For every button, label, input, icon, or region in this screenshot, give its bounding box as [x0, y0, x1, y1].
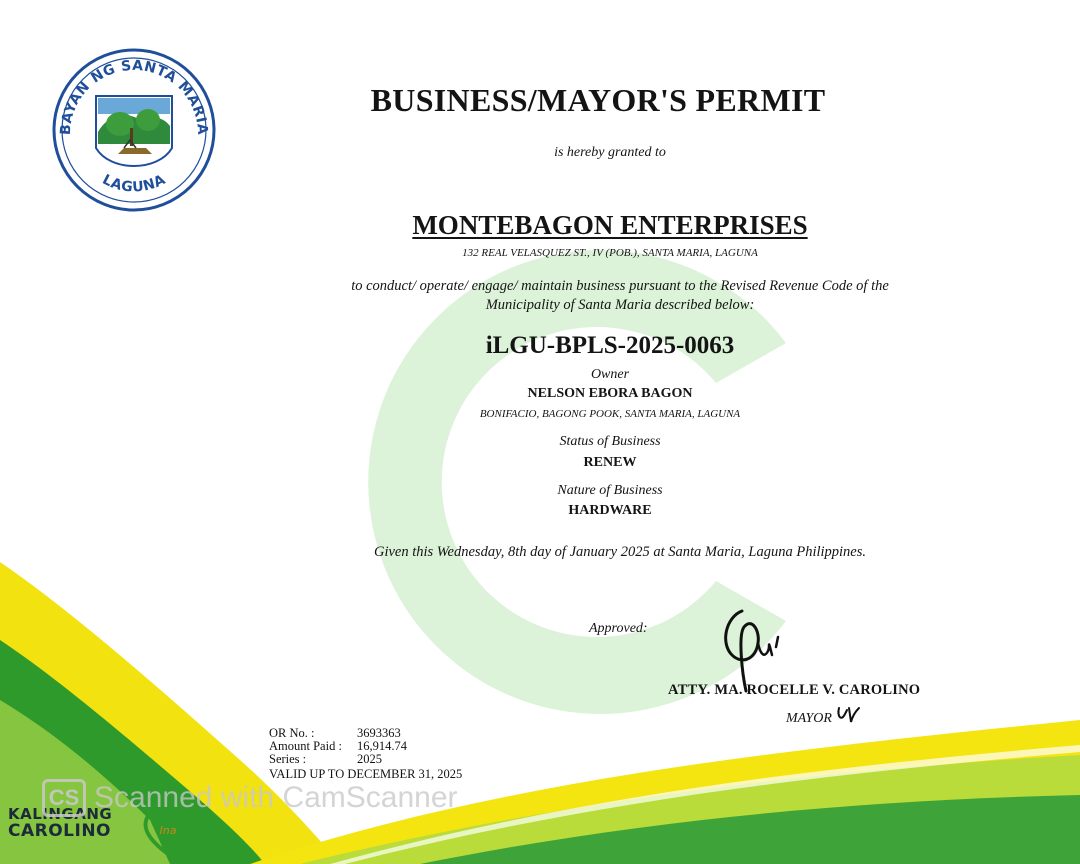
business-address: 132 REAL VELASQUEZ ST., IV (POB.), SANTA MARIA, LAGUNA	[462, 247, 758, 259]
heart-text: Ina	[159, 824, 177, 837]
purpose-text	[80, 277, 1080, 315]
owner-label: Owner	[590, 367, 630, 382]
camscanner-watermark	[42, 779, 458, 817]
approved-label: Approved:	[589, 621, 648, 636]
camscanner-text: Scanned with CamScanner	[94, 781, 458, 814]
amount-paid-value: 16,914.74	[357, 739, 407, 753]
camscanner-icon: CS	[42, 779, 86, 817]
or-no-value: 3693363	[357, 726, 401, 740]
mayor-title	[786, 704, 861, 728]
seal-bottom-text: LAGUNA	[99, 171, 169, 196]
owner-name: NELSON EBORA BAGON	[527, 386, 693, 401]
seal-top-text: BAYAN NG SANTA MARIA	[57, 57, 211, 136]
or-no-label: OR No. :	[269, 726, 315, 740]
or-details	[269, 727, 407, 766]
validity-text: VALID UP TO DECEMBER 31, 2025	[269, 767, 463, 781]
amount-paid-label: Amount Paid :	[269, 739, 342, 753]
logo-line-1: KALINGANG	[8, 805, 113, 823]
mayor-signature	[712, 603, 792, 693]
logo-line-2: CAROLINO	[8, 821, 112, 841]
purpose-line-1: to conduct/ operate/ engage/ maintain business pursuant to the Revised Revenue Code of the	[351, 278, 889, 294]
series-value: 2025	[357, 752, 382, 766]
permit-number: iLGU-BPLS-2025-0063	[485, 332, 735, 359]
status-value: RENEW	[583, 455, 637, 470]
status-label: Status of Business	[559, 434, 661, 449]
mayor-name: ATTY. MA. ROCELLE V. CAROLINO	[668, 682, 921, 698]
series-label: Series :	[269, 752, 307, 766]
granted-text: is hereby granted to	[554, 145, 666, 160]
owner-address: BONIFACIO, BAGONG POOK, SANTA MARIA, LAGUNA	[479, 408, 741, 420]
given-text: Given this Wednesday, 8th day of January 2025 at Santa Maria, Laguna Philippines.	[373, 544, 867, 560]
mayor-title-text: MAYOR	[786, 711, 832, 726]
business-name: MONTEBAGON ENTERPRISES	[412, 210, 808, 240]
nature-value: HARDWARE	[568, 503, 652, 518]
permit-title: BUSINESS/MAYOR'S PERMIT	[370, 82, 826, 118]
purpose-line-2: Municipality of Santa Maria described below:	[485, 297, 755, 313]
initials-signature	[835, 704, 861, 728]
nature-label: Nature of Business	[557, 483, 663, 498]
